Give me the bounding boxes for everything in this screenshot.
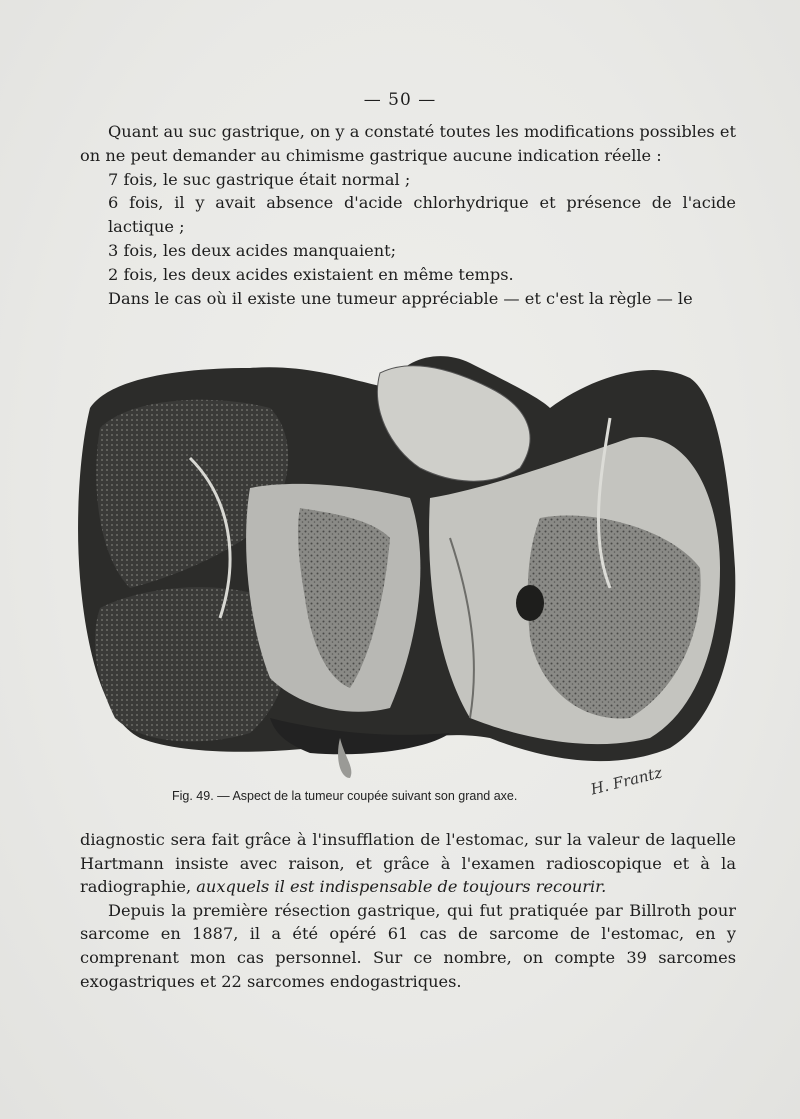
- diagnosis-text: diagnostic sera fait grâce à l'insufflation de l'estomac, sur la valeur de laquelle Hartmann insiste avec raison, et grâce à l'examen radioscopique et à la radiographie,: [80, 830, 736, 897]
- diagnosis-italic: auxquels il est indispensable de toujours recourir.: [196, 877, 607, 897]
- paragraph-gastric-juice: Quant au suc gastrique, on y a constaté toutes les modifications possibles et on ne peut demander au chimisme gastrique aucune indication réelle :: [80, 122, 736, 165]
- tumor-drawing: [70, 338, 750, 778]
- paragraph-tumor-intro: Dans le cas où il existe une tumeur appréciable — et c'est la règle — le: [108, 288, 693, 308]
- artist-signature: H. Frantz: [588, 763, 664, 799]
- bottom-text: [80, 828, 736, 993]
- ulcer-spot: [516, 585, 544, 621]
- figure-tumor-illustration: [70, 338, 750, 778]
- paragraph-diagnosis: [80, 828, 736, 899]
- paragraph-resection-history: Depuis la première résection gastrique, qui fut pratiquée par Billroth pour sarcome en 1887, il a été opéré 61 cas de sarcome de l'estomac, en y comprenant mon cas personnel. Sur ce nombre, on compte 39 sarcomes exogastriques et 22 sarcomes endogastriques.: [80, 900, 736, 991]
- list-item-both-present: 2 fois, les deux acides existaient en même temps.: [108, 264, 514, 284]
- figure-caption: Fig. 49. — Aspect de la tumeur coupée suivant son grand axe.: [172, 789, 518, 803]
- page-number: — 50 —: [363, 90, 437, 110]
- list-item-normal: 7 fois, le suc gastrique était normal ;: [108, 169, 411, 189]
- top-text: [80, 120, 736, 310]
- list-item-both-missing: 3 fois, les deux acides manquaient;: [108, 240, 397, 260]
- list-item-absence-hcl: 6 fois, il y avait absence d'acide chlorhydrique et présence de l'acide lactique ;: [108, 193, 736, 237]
